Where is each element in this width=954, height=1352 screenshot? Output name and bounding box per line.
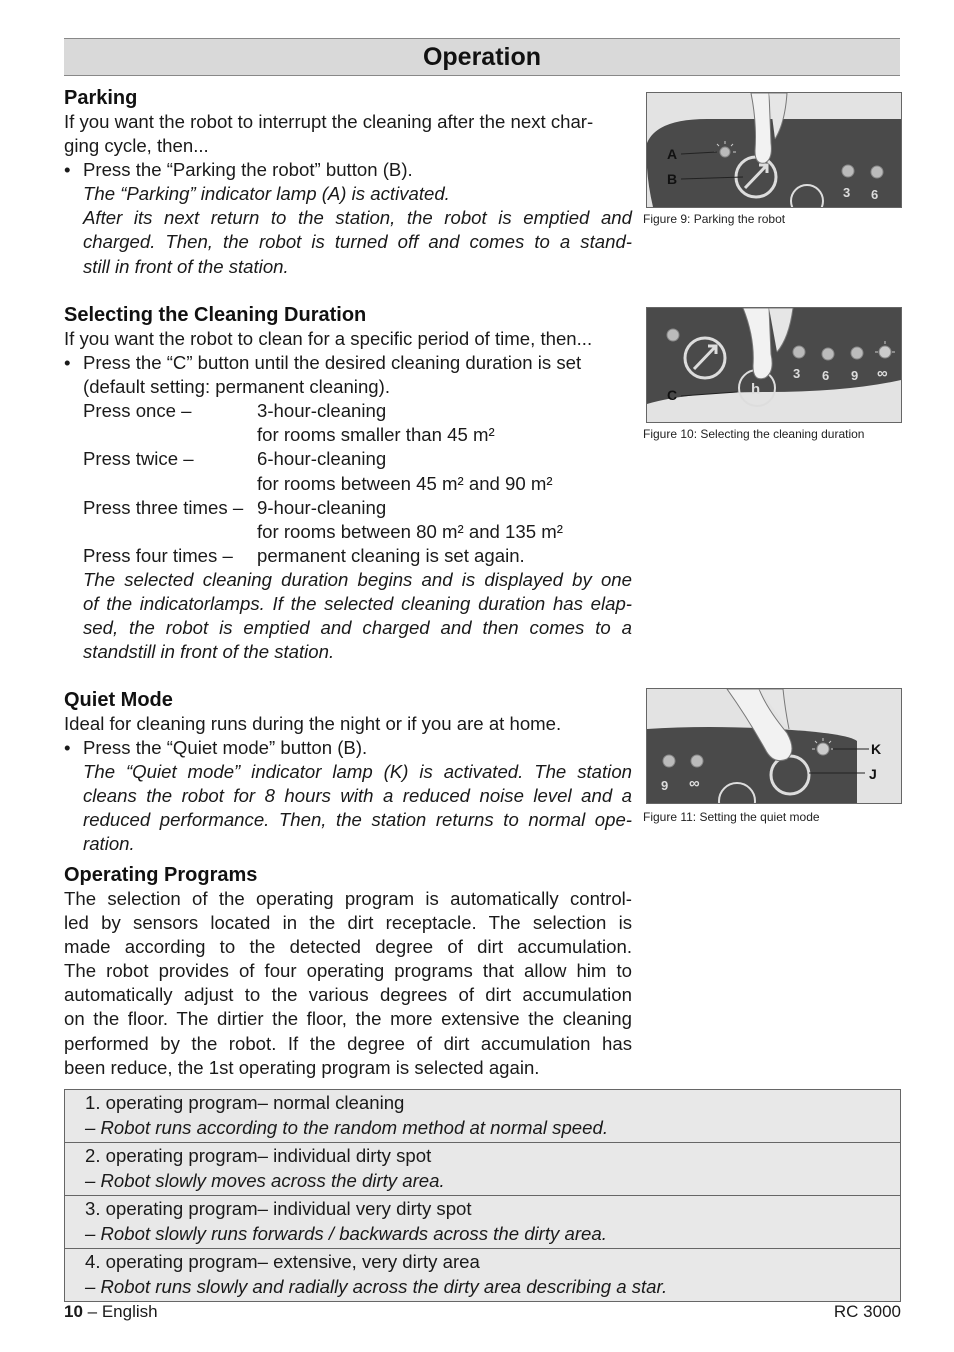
program-desc: – Robot runs according to the random method at normal speed. <box>85 1116 608 1138</box>
duration-result-line: of the indicatorlamps. If the selected cleaning duration has elap- <box>83 593 632 615</box>
press-count: Press four times – <box>83 544 233 566</box>
footer-language: – English <box>87 1302 158 1321</box>
figure-10-duration <box>646 307 902 423</box>
press-count: Press twice – <box>83 448 194 470</box>
programs-text-line: on the floor. The dirtier the floor, the more extensive the cleaning <box>64 1008 632 1030</box>
table-row <box>65 1090 901 1143</box>
press-count: Press once – <box>83 400 192 422</box>
fig10-infinity: ∞ <box>877 365 888 382</box>
programs-text-line: The robot provides of four operating programs that allow him to <box>64 960 632 982</box>
duration-heading: Selecting the Cleaning Duration <box>64 304 367 326</box>
program-name: 4. operating program <box>85 1251 258 1272</box>
parking-result-line: charged. Then, the robot is turned off and comes to a stand- <box>83 231 632 253</box>
programs-text-line: led by sensors located in the dirt receptacle. The selection is <box>64 912 632 934</box>
programs-text-line: performed by the robot. If the degree of dirt accumulation has <box>64 1032 632 1054</box>
duration-option-row <box>64 399 632 423</box>
program-desc: – Robot runs slowly and radially across the dirty area describing a star. <box>85 1275 668 1297</box>
programs-text-line: The selection of the operating program is automatically control- <box>64 888 632 909</box>
duration-option-row <box>64 496 632 520</box>
title-bar <box>64 38 900 76</box>
program-mode: – individual dirty spot <box>257 1145 432 1166</box>
duration-result-line: standstill in front of the station. <box>83 641 335 663</box>
parking-heading: Parking <box>64 87 138 109</box>
fig11-label-k: K <box>871 741 882 757</box>
programs-section <box>64 863 632 1080</box>
duration-note-row <box>64 472 632 496</box>
program-mode: – extensive, very dirty area <box>257 1251 480 1272</box>
footer-model: RC 3000 <box>833 1302 901 1321</box>
parking-bullet: • Press the “Parking the robot” button (B). <box>64 158 632 182</box>
program-desc: – Robot slowly runs forwards / backwards across the dirty area. <box>85 1222 607 1244</box>
parking-result-line: After its next return to the station, the robot is emptied and <box>83 207 632 229</box>
fig11-infinity: ∞ <box>689 775 700 792</box>
duration-result-line: sed, the robot is emptied and charged and then comes to a <box>83 617 632 639</box>
program-mode: – individual very dirty spot <box>257 1198 472 1219</box>
duration-result-line: The selected cleaning duration begins and is displayed by one <box>83 568 632 590</box>
table-row <box>65 1143 901 1196</box>
fig10-number-9: 9 <box>851 368 859 383</box>
quiet-section <box>64 688 632 857</box>
duration-note: for rooms between 80 m² and 135 m² <box>257 520 563 542</box>
program-name: 2. operating program <box>85 1145 258 1166</box>
duration-note: for rooms between 45 m² and 90 m² <box>257 472 553 494</box>
parking-intro-line: If you want the robot to interrupt the cleaning after the next char- <box>64 111 594 132</box>
program-mode: – normal cleaning <box>257 1092 405 1113</box>
parking-result-line: still in front of the station. <box>83 255 289 277</box>
fig9-number-3: 3 <box>843 185 851 200</box>
table-row <box>65 1196 901 1249</box>
fig10-h-symbol: h <box>751 381 761 398</box>
program-name: 1. operating program <box>85 1092 258 1113</box>
quiet-heading: Quiet Mode <box>64 689 173 711</box>
figure-11-caption: Figure 11: Setting the quiet mode <box>643 810 820 824</box>
program-desc: – Robot slowly moves across the dirty area. <box>85 1169 445 1191</box>
parking-section <box>64 86 632 279</box>
page-number: 10 <box>64 1302 83 1321</box>
duration-value: permanent cleaning is set again. <box>257 544 525 566</box>
program-name: 3. operating program <box>85 1198 258 1219</box>
parking-result-line: The “Parking” indicator lamp (A) is activated. <box>83 183 450 205</box>
figure-9-parking <box>646 92 902 208</box>
fig10-number-6: 6 <box>822 368 830 383</box>
programs-text-line: automatically adjust to the various degrees of dirt accumulation <box>64 984 632 1006</box>
fig9-label-b: B <box>667 171 678 187</box>
duration-value: 6-hour-cleaning <box>257 448 387 470</box>
fig11-label-j: J <box>869 766 877 782</box>
fig10-label-c: C <box>667 387 678 403</box>
programs-text-line: been reduce, the 1st operating program is selected again. <box>64 1056 540 1078</box>
fig9-label-a: A <box>667 146 678 162</box>
figure-11-quiet <box>646 688 902 804</box>
duration-bullet-line: (default setting: permanent cleaning). <box>83 376 390 398</box>
fig9-number-6: 6 <box>871 187 879 202</box>
duration-note-row <box>64 520 632 544</box>
quiet-result-line: ration. <box>83 833 135 855</box>
figure-9-caption: Figure 9: Parking the robot <box>643 212 786 226</box>
figure-10-caption: Figure 10: Selecting the cleaning duration <box>643 427 865 441</box>
quiet-bullet: • Press the “Quiet mode” button (B). <box>64 736 632 760</box>
quiet-result-line: cleans the robot for 8 hours with a reduced noise level and a <box>83 785 632 807</box>
table-row <box>65 1249 901 1302</box>
programs-text-line: made according to the detected degree of dirt accumulation. <box>64 936 632 958</box>
duration-value: 9-hour-cleaning <box>257 496 387 518</box>
duration-note: for rooms smaller than 45 m² <box>257 424 495 446</box>
duration-value: 3-hour-cleaning <box>257 400 387 422</box>
fig11-number-9: 9 <box>661 778 669 793</box>
quiet-intro: Ideal for cleaning runs during the night or if you are at home. <box>64 713 562 734</box>
page-title: Operation <box>422 43 542 71</box>
duration-option-row <box>64 447 632 471</box>
duration-note-row <box>64 423 632 447</box>
duration-intro: If you want the robot to clean for a specific period of time, then... <box>64 328 593 349</box>
duration-bullet-line: • Press the “C” button until the desired cleaning duration is set <box>64 351 632 375</box>
programs-table <box>64 1089 901 1302</box>
quiet-result-line: The “Quiet mode” indicator lamp (K) is activated. The station <box>83 761 632 783</box>
quiet-result-line: reduced performance. Then, the station returns to normal ope- <box>83 809 632 831</box>
programs-heading: Operating Programs <box>64 864 258 886</box>
duration-section <box>64 303 632 664</box>
footer-left <box>64 1302 158 1322</box>
parking-intro-line: ging cycle, then... <box>64 135 209 157</box>
fig10-number-3: 3 <box>793 366 801 381</box>
press-count: Press three times – <box>83 496 244 518</box>
duration-option-row <box>64 544 632 568</box>
